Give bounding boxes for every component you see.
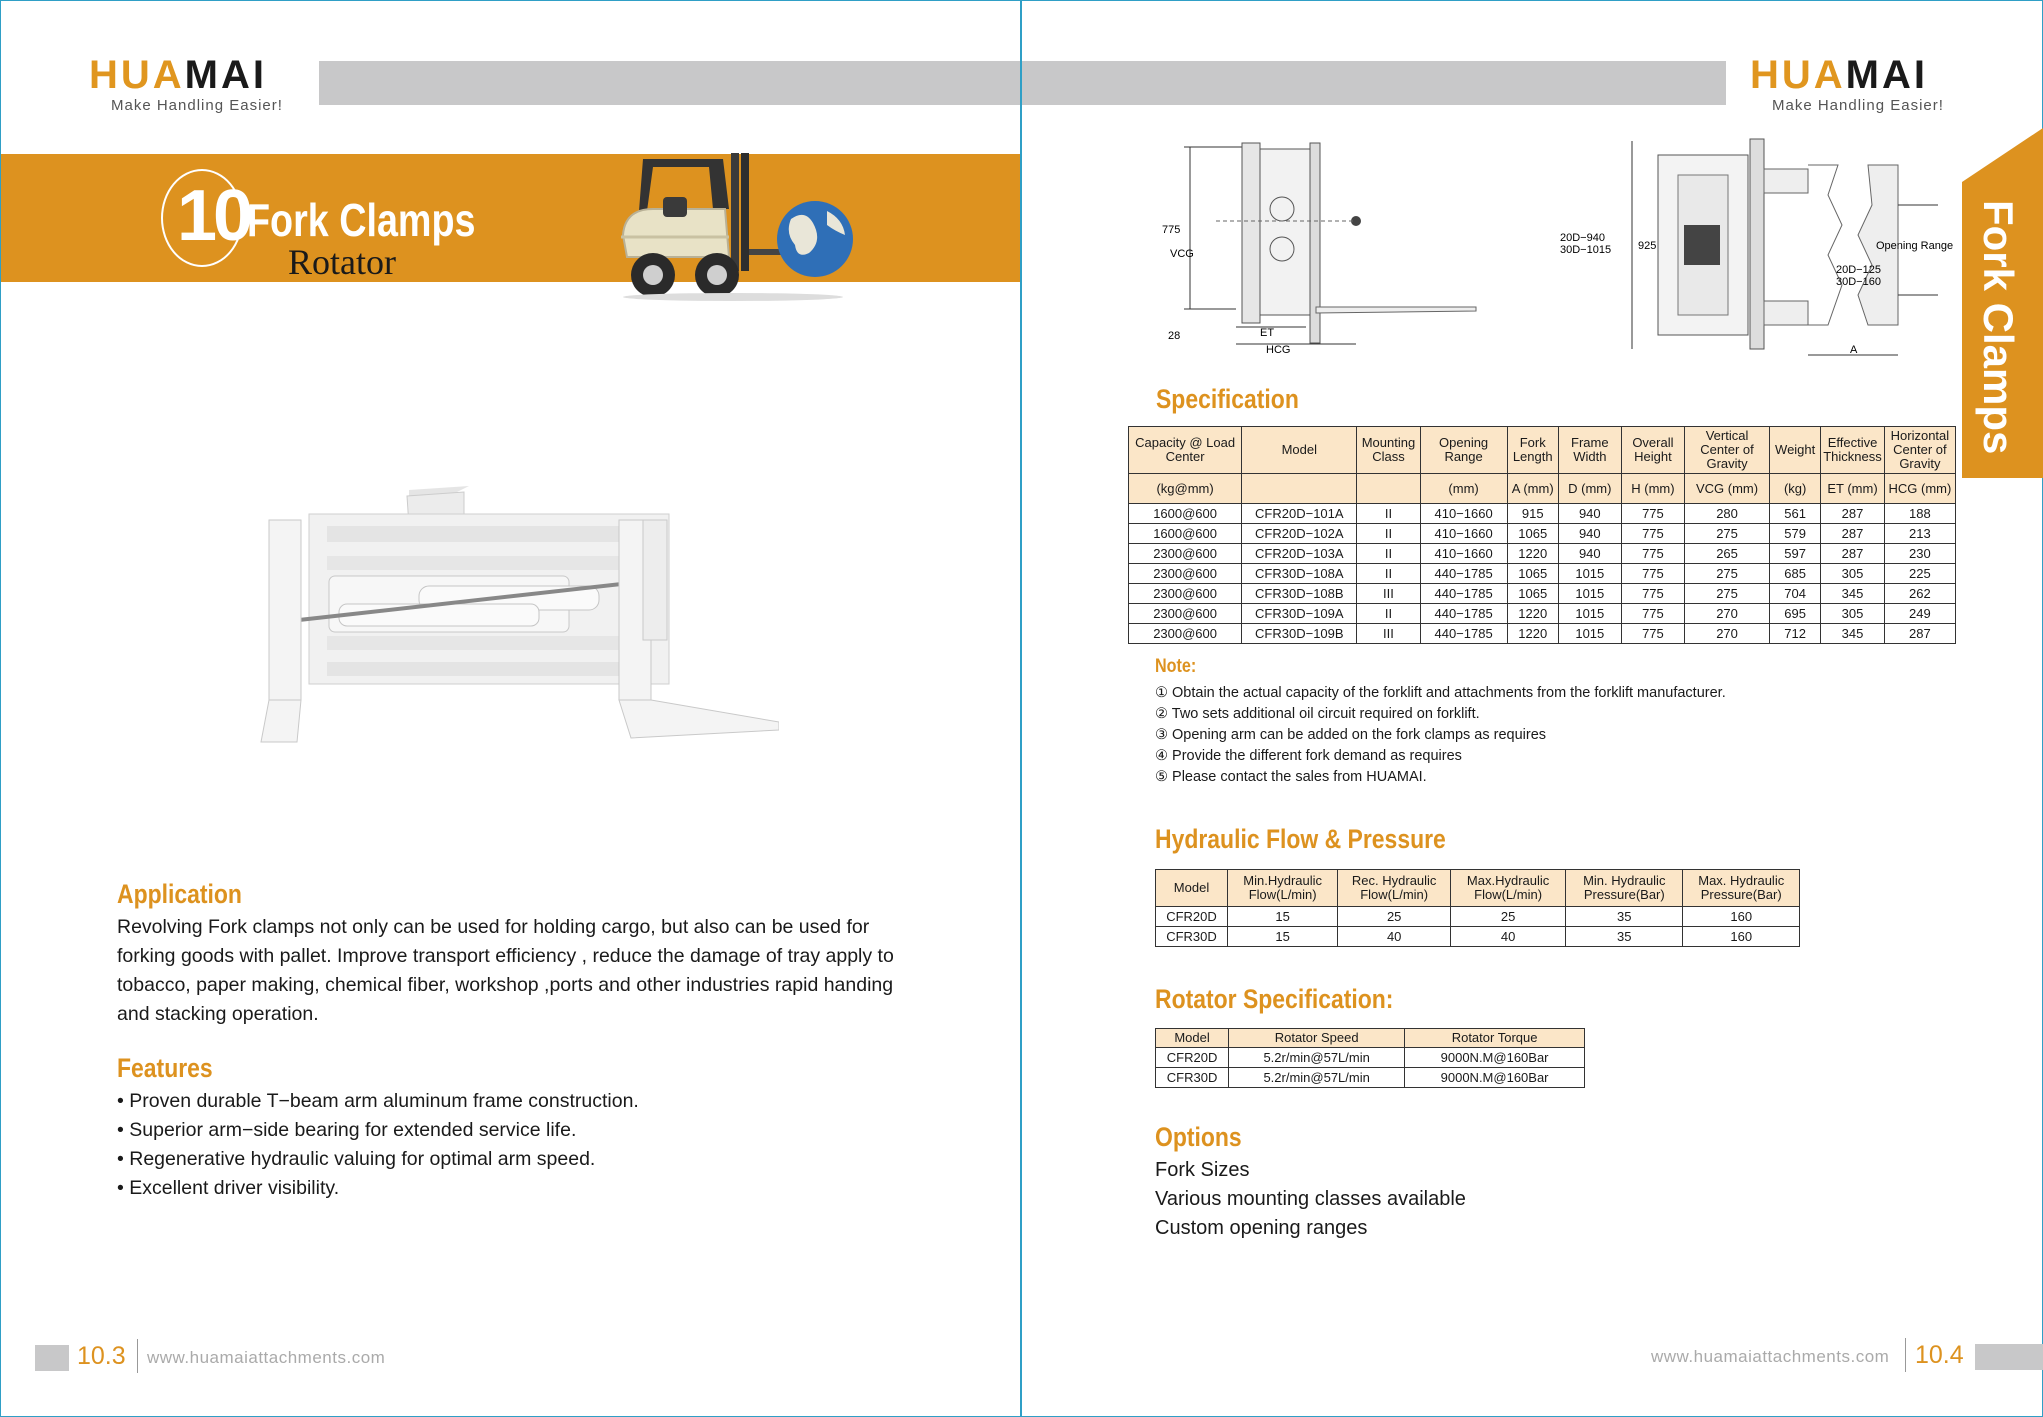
spec-col-header: Overall Height <box>1621 427 1684 474</box>
spec-row-cell: 940 <box>1558 504 1621 524</box>
left-page <box>0 0 1021 1417</box>
rotator-heading: Rotator Specification: <box>1155 984 1394 1014</box>
spec-row-cell: 249 <box>1884 604 1955 624</box>
spec-unit: A (mm) <box>1507 474 1558 504</box>
rotator-row-cell: 5.2r/min@57L/min <box>1229 1068 1405 1088</box>
hydraulic-row-cell: 40 <box>1338 927 1451 947</box>
note-item: ④ Provide the different fork demand as requires <box>1155 748 1462 764</box>
spec-row-cell: 345 <box>1821 624 1885 644</box>
note-item: ⑤ Please contact the sales from HUAMAI. <box>1155 769 1427 785</box>
hydraulic-row-cell: 15 <box>1228 907 1338 927</box>
spec-row <box>1129 624 1956 644</box>
rotator-row-cell: 5.2r/min@57L/min <box>1229 1048 1405 1068</box>
spec-row-cell: 1015 <box>1558 624 1621 644</box>
hydraulic-col-header: Min. Hydraulic Pressure(Bar) <box>1566 870 1683 907</box>
spec-row-cell: 712 <box>1770 624 1821 644</box>
spec-row-cell: 775 <box>1621 604 1684 624</box>
spec-row-cell: 262 <box>1884 584 1955 604</box>
spec-row-cell: 275 <box>1684 564 1769 584</box>
specification-table <box>1128 426 1956 644</box>
spec-row-cell: 1065 <box>1507 524 1558 544</box>
spec-row-cell: 265 <box>1684 544 1769 564</box>
spec-row-cell: 775 <box>1621 524 1684 544</box>
spec-row-cell: 775 <box>1621 624 1684 644</box>
spec-row-cell: 188 <box>1884 504 1955 524</box>
spec-row-cell: 270 <box>1684 624 1769 644</box>
notes-list <box>1155 683 1726 788</box>
spec-row <box>1129 584 1956 604</box>
spec-row-cell: CFR20D−102A <box>1242 524 1357 544</box>
spec-row-cell: 287 <box>1821 544 1885 564</box>
spec-row-cell: 579 <box>1770 524 1821 544</box>
header-gray-bar <box>1022 61 1726 105</box>
spec-row <box>1129 504 1956 524</box>
spec-row-cell: 1220 <box>1507 604 1558 624</box>
spec-row-cell: 440−1785 <box>1420 584 1507 604</box>
spec-row-cell: CFR30D−109A <box>1242 604 1357 624</box>
page-title: Fork Clamps <box>247 194 476 246</box>
spec-row-cell: II <box>1357 544 1420 564</box>
rotator-row <box>1156 1068 1585 1088</box>
dim-20d-940: 20D−940 <box>1560 232 1605 244</box>
hydraulic-row-cell: 25 <box>1451 907 1566 927</box>
hydraulic-row-cell: 35 <box>1566 907 1683 927</box>
spec-row-cell: 410−1660 <box>1420 524 1507 544</box>
spec-row-cell: 275 <box>1684 584 1769 604</box>
spec-row-cell: 695 <box>1770 604 1821 624</box>
spec-row-cell: 1600@600 <box>1129 504 1242 524</box>
spec-row-cell: CFR30D−108B <box>1242 584 1357 604</box>
spec-col-header: Effective Thickness <box>1821 427 1885 474</box>
brand-tagline: Make Handling Easier! <box>111 97 283 114</box>
spec-unit: VCG (mm) <box>1684 474 1769 504</box>
feature-item: • Proven durable T−beam arm aluminum frame construction. <box>117 1087 897 1116</box>
dim-30d-1015: 30D−1015 <box>1560 244 1612 256</box>
feature-item: • Superior arm−side bearing for extended service life. <box>117 1116 897 1145</box>
hydraulic-row-cell: 35 <box>1566 927 1683 947</box>
spec-row-cell: II <box>1357 524 1420 544</box>
spec-unit: (kg@mm) <box>1129 474 1242 504</box>
spec-row-cell: 230 <box>1884 544 1955 564</box>
spec-unit <box>1242 474 1357 504</box>
spec-row-cell: 410−1660 <box>1420 504 1507 524</box>
spec-row-cell: III <box>1357 584 1420 604</box>
spec-row-cell: 440−1785 <box>1420 604 1507 624</box>
hydraulic-row-cell: 160 <box>1683 907 1800 927</box>
spec-row-cell: 345 <box>1821 584 1885 604</box>
footer-separator <box>137 1339 138 1373</box>
spec-row-cell: 775 <box>1621 544 1684 564</box>
footer-bar <box>35 1345 69 1371</box>
spec-row-cell: II <box>1357 504 1420 524</box>
feature-item: • Regenerative hydraulic valuing for optimal arm speed. <box>117 1145 897 1174</box>
dim-et: ET <box>1260 327 1275 339</box>
features-heading: Features <box>117 1053 213 1083</box>
specification-heading: Specification <box>1156 384 1299 414</box>
spec-unit: D (mm) <box>1558 474 1621 504</box>
dim-28: 28 <box>1168 330 1181 342</box>
spec-unit: HCG (mm) <box>1884 474 1955 504</box>
options-heading: Options <box>1155 1122 1242 1152</box>
spec-row-cell: 305 <box>1821 604 1885 624</box>
spec-row-cell: 440−1785 <box>1420 624 1507 644</box>
spec-row-cell: 305 <box>1821 564 1885 584</box>
spec-row-cell: 1220 <box>1507 624 1558 644</box>
spec-row-cell: 1015 <box>1558 584 1621 604</box>
hydraulic-row <box>1156 907 1800 927</box>
spec-row-cell: CFR30D−108A <box>1242 564 1357 584</box>
spec-row-cell: 280 <box>1684 504 1769 524</box>
note-heading: Note: <box>1155 656 1197 677</box>
spec-row-cell: 1220 <box>1507 544 1558 564</box>
page-number: 10.4 <box>1915 1341 1964 1369</box>
rotator-col-header: Rotator Torque <box>1405 1029 1585 1048</box>
spec-unit: H (mm) <box>1621 474 1684 504</box>
spec-row-cell: II <box>1357 564 1420 584</box>
spec-row-cell: CFR20D−103A <box>1242 544 1357 564</box>
footer-separator <box>1905 1338 1906 1372</box>
fork-clamp-product-image <box>259 486 779 746</box>
spec-row-cell: 704 <box>1770 584 1821 604</box>
spec-row-cell: CFR30D−109B <box>1242 624 1357 644</box>
spec-col-header: Vertical Center of Gravity <box>1684 427 1769 474</box>
spec-row-cell: 410−1660 <box>1420 544 1507 564</box>
hydraulic-row-cell: 40 <box>1451 927 1566 947</box>
options-list <box>1155 1156 1466 1243</box>
dim-30d-160: 30D−160 <box>1836 276 1881 288</box>
side-view-diagram <box>1156 139 1526 361</box>
forklift-globe-illustration <box>613 149 875 301</box>
note-item: ③ Opening arm can be added on the fork clamps as requires <box>1155 727 1547 743</box>
hydraulic-col-header: Max.Hydraulic Flow(L/min) <box>1451 870 1566 907</box>
section-number: 10 <box>177 176 250 256</box>
hydraulic-row-cell: 15 <box>1228 927 1338 947</box>
spec-row <box>1129 544 1956 564</box>
rotator-row-cell: 9000N.M@160Bar <box>1405 1068 1585 1088</box>
option-item: Fork Sizes <box>1155 1159 1250 1181</box>
spec-unit: (mm) <box>1420 474 1507 504</box>
spec-row-cell: 1600@600 <box>1129 524 1242 544</box>
spec-col-header: Fork Length <box>1507 427 1558 474</box>
spec-row-cell: 275 <box>1684 524 1769 544</box>
footer-url: www.huamaiattachments.com <box>147 1348 386 1367</box>
option-item: Various mounting classes available <box>1155 1188 1466 1210</box>
spec-row-cell: 1065 <box>1507 564 1558 584</box>
footer-bar <box>1975 1344 2043 1370</box>
dim-925: 925 <box>1638 240 1657 252</box>
spec-col-header: Horizontal Center of Gravity <box>1884 427 1955 474</box>
spec-row-cell: II <box>1357 604 1420 624</box>
footer-url: www.huamaiattachments.com <box>1651 1347 1890 1366</box>
spec-row-cell: 775 <box>1621 504 1684 524</box>
header-gray-bar <box>319 61 1021 105</box>
spec-row-cell: 775 <box>1621 584 1684 604</box>
dim-775: 775 <box>1162 224 1181 236</box>
spec-row-cell: 940 <box>1558 524 1621 544</box>
hydraulic-col-header: Rec. Hydraulic Flow(L/min) <box>1338 870 1451 907</box>
dim-hcg: HCG <box>1266 344 1291 356</box>
hydraulic-row-cell: 160 <box>1683 927 1800 947</box>
side-tab-label: Fork Clamps <box>1975 200 2022 455</box>
hydraulic-heading: Hydraulic Flow & Pressure <box>1155 824 1446 854</box>
rotator-table <box>1155 1028 1585 1088</box>
spec-unit <box>1357 474 1420 504</box>
spec-row-cell: 287 <box>1821 504 1885 524</box>
spec-row-cell: 940 <box>1558 544 1621 564</box>
spec-row-cell: 1015 <box>1558 604 1621 624</box>
hydraulic-col-header: Model <box>1156 870 1228 907</box>
application-heading: Application <box>117 879 242 909</box>
rotator-col-header: Model <box>1156 1029 1229 1048</box>
brand-logo: HUAMAI Make Handling Easier! <box>89 53 283 114</box>
hydraulic-row-cell: CFR20D <box>1156 907 1228 927</box>
opening-range-label: Opening Range <box>1876 240 1954 252</box>
hydraulic-col-header: Min.Hydraulic Flow(L/min) <box>1228 870 1338 907</box>
note-item: ② Two sets additional oil circuit required on forklift. <box>1155 706 1480 722</box>
dim-20d-125: 20D−125 <box>1836 264 1881 276</box>
dim-a: A <box>1850 344 1858 356</box>
hydraulic-row-cell: CFR30D <box>1156 927 1228 947</box>
spec-col-header: Capacity @ Load Center <box>1129 427 1242 474</box>
rotator-row-cell: CFR30D <box>1156 1068 1229 1088</box>
hydraulic-row-cell: 25 <box>1338 907 1451 927</box>
spec-row-cell: 1065 <box>1507 584 1558 604</box>
spec-row-cell: 2300@600 <box>1129 544 1242 564</box>
spec-row-cell: 225 <box>1884 564 1955 584</box>
spec-row-cell: 561 <box>1770 504 1821 524</box>
spec-row-cell: 270 <box>1684 604 1769 624</box>
spec-row <box>1129 604 1956 624</box>
spec-col-header: Frame Width <box>1558 427 1621 474</box>
spec-row-cell: 2300@600 <box>1129 584 1242 604</box>
spec-row-cell: 2300@600 <box>1129 604 1242 624</box>
spec-row-cell: 213 <box>1884 524 1955 544</box>
spec-row-cell: CFR20D−101A <box>1242 504 1357 524</box>
rotator-col-header: Rotator Speed <box>1229 1029 1405 1048</box>
spec-row <box>1129 564 1956 584</box>
spec-col-header: Model <box>1242 427 1357 474</box>
spec-row-cell: 915 <box>1507 504 1558 524</box>
top-view-diagram <box>1558 135 1978 365</box>
spec-row-cell: III <box>1357 624 1420 644</box>
hydraulic-table <box>1155 869 1800 947</box>
note-item: ① Obtain the actual capacity of the forklift and attachments from the forklift manufacturer. <box>1155 685 1726 701</box>
spec-col-header: Mounting Class <box>1357 427 1420 474</box>
spec-row-cell: 440−1785 <box>1420 564 1507 584</box>
feature-item: • Excellent driver visibility. <box>117 1174 897 1203</box>
spec-row-cell: 287 <box>1884 624 1955 644</box>
option-item: Custom opening ranges <box>1155 1217 1368 1239</box>
spec-col-header: Weight <box>1770 427 1821 474</box>
page-subtitle: Rotator <box>288 242 396 282</box>
spec-row-cell: 1015 <box>1558 564 1621 584</box>
hydraulic-col-header: Max. Hydraulic Pressure(Bar) <box>1683 870 1800 907</box>
brand-logo: HUAMAI Make Handling Easier! <box>1750 53 1944 114</box>
spec-row-cell: 287 <box>1821 524 1885 544</box>
spec-row-cell: 2300@600 <box>1129 624 1242 644</box>
rotator-row <box>1156 1048 1585 1068</box>
brand-tagline: Make Handling Easier! <box>1772 97 1944 114</box>
rotator-row-cell: 9000N.M@160Bar <box>1405 1048 1585 1068</box>
page-number: 10.3 <box>77 1342 126 1370</box>
spec-row-cell: 775 <box>1621 564 1684 584</box>
hydraulic-row <box>1156 927 1800 947</box>
spec-row <box>1129 524 1956 544</box>
spec-row-cell: 2300@600 <box>1129 564 1242 584</box>
rotator-row-cell: CFR20D <box>1156 1048 1229 1068</box>
spec-row-cell: 685 <box>1770 564 1821 584</box>
application-text: Revolving Fork clamps not only can be used for holding cargo, but also can be used for forking goods with pallet. Improve transport efficiency , reduce the damage of tray apply to tobacco, paper making, chemical fiber, workshop ,ports and other industries rapid handing and stacking operation. <box>117 916 894 1025</box>
spec-unit: ET (mm) <box>1821 474 1885 504</box>
spec-row-cell: 597 <box>1770 544 1821 564</box>
spec-col-header: Opening Range <box>1420 427 1507 474</box>
features-list <box>117 1087 897 1203</box>
spec-unit: (kg) <box>1770 474 1821 504</box>
dim-vcg: VCG <box>1170 248 1194 260</box>
